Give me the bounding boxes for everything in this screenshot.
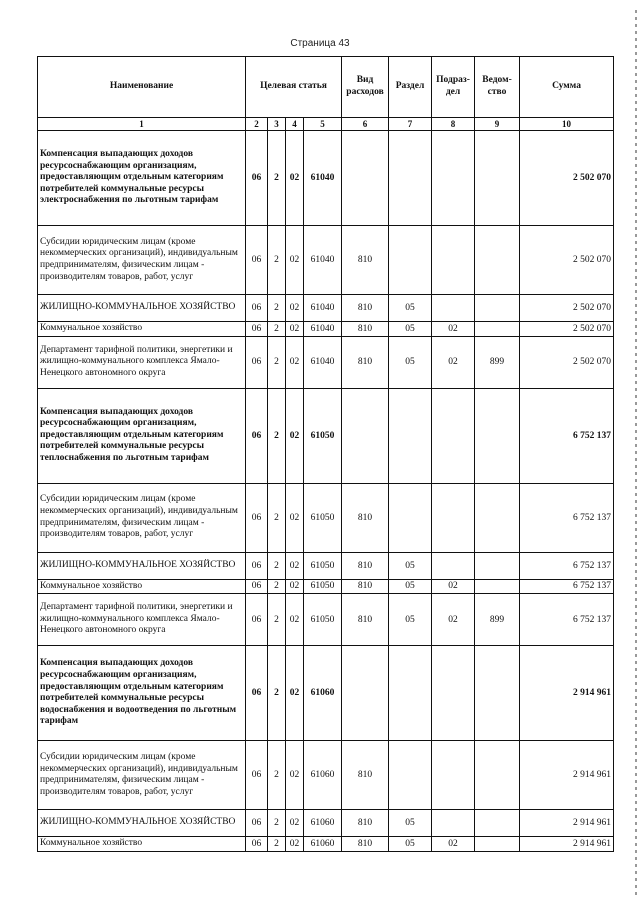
- header-name: Наименование: [38, 57, 246, 118]
- row-name: ЖИЛИЩНО-КОММУНАЛЬНОЕ ХОЗЯЙСТВО: [38, 810, 246, 837]
- target-code-2: 2: [268, 336, 286, 388]
- target-code-1: 06: [246, 322, 268, 337]
- expense-type-cell: 810: [342, 322, 389, 337]
- table-row: [38, 322, 614, 337]
- target-code-3: 02: [286, 483, 304, 552]
- table-row: [38, 388, 614, 483]
- department-cell: [475, 295, 520, 322]
- target-code-4: 61040: [304, 322, 342, 337]
- target-code-2: 2: [268, 131, 286, 226]
- header-expense-type: Вид расходов: [342, 57, 389, 118]
- sum-cell: 6 752 137: [520, 388, 614, 483]
- expense-type-cell: 810: [342, 483, 389, 552]
- header-section: Раздел: [389, 57, 432, 118]
- target-code-2: 2: [268, 322, 286, 337]
- target-code-4: 61040: [304, 131, 342, 226]
- department-cell: [475, 483, 520, 552]
- section-cell: [389, 646, 432, 741]
- target-code-1: 06: [246, 336, 268, 388]
- sum-cell: 6 752 137: [520, 594, 614, 646]
- table-row: [38, 226, 614, 295]
- department-cell: [475, 388, 520, 483]
- target-code-2: 2: [268, 810, 286, 837]
- target-code-1: 06: [246, 646, 268, 741]
- target-code-1: 06: [246, 131, 268, 226]
- target-code-1: 06: [246, 579, 268, 594]
- expense-type-cell: 810: [342, 336, 389, 388]
- budget-table: [37, 56, 614, 852]
- column-number: 1: [38, 118, 246, 131]
- table-row: [38, 131, 614, 226]
- section-cell: 05: [389, 322, 432, 337]
- target-code-3: 02: [286, 810, 304, 837]
- target-code-4: 61040: [304, 295, 342, 322]
- row-name: ЖИЛИЩНО-КОММУНАЛЬНОЕ ХОЗЯЙСТВО: [38, 552, 246, 579]
- target-code-1: 06: [246, 226, 268, 295]
- target-code-4: 61050: [304, 579, 342, 594]
- expense-type-cell: 810: [342, 741, 389, 810]
- target-code-1: 06: [246, 741, 268, 810]
- target-code-2: 2: [268, 837, 286, 852]
- table-row: [38, 579, 614, 594]
- expense-type-cell: 810: [342, 552, 389, 579]
- department-cell: [475, 226, 520, 295]
- table-body: [38, 131, 614, 852]
- row-name: Субсидии юридическим лицам (кроме некоммерческих организаций), индивидуальным предпринимателям, физическим лицам - производителям товаров, работ, услуг: [38, 226, 246, 295]
- expense-type-cell: 810: [342, 226, 389, 295]
- subsection-cell: 02: [432, 594, 475, 646]
- table-row: [38, 483, 614, 552]
- target-code-3: 02: [286, 594, 304, 646]
- sum-cell: 6 752 137: [520, 552, 614, 579]
- target-code-3: 02: [286, 322, 304, 337]
- target-code-3: 02: [286, 295, 304, 322]
- department-cell: 899: [475, 594, 520, 646]
- section-cell: [389, 388, 432, 483]
- row-name: Департамент тарифной политики, энергетики и жилищно-коммунального комплекса Ямало-Ненецкого автономного округа: [38, 336, 246, 388]
- target-code-2: 2: [268, 741, 286, 810]
- row-name: ЖИЛИЩНО-КОММУНАЛЬНОЕ ХОЗЯЙСТВО: [38, 295, 246, 322]
- expense-type-cell: 810: [342, 579, 389, 594]
- column-number: 3: [268, 118, 286, 131]
- department-cell: [475, 837, 520, 852]
- target-code-2: 2: [268, 388, 286, 483]
- column-number: 2: [246, 118, 268, 131]
- target-code-4: 61060: [304, 741, 342, 810]
- scan-edge: [635, 10, 637, 895]
- sum-cell: 2 502 070: [520, 131, 614, 226]
- row-name: Субсидии юридическим лицам (кроме некоммерческих организаций), индивидуальным предпринимателям, физическим лицам - производителям товаров, работ, услуг: [38, 483, 246, 552]
- subsection-cell: [432, 810, 475, 837]
- target-code-4: 61040: [304, 336, 342, 388]
- column-number: 4: [286, 118, 304, 131]
- target-code-4: 61060: [304, 810, 342, 837]
- target-code-4: 61050: [304, 483, 342, 552]
- table-row: [38, 837, 614, 852]
- target-code-2: 2: [268, 295, 286, 322]
- target-code-1: 06: [246, 594, 268, 646]
- target-code-3: 02: [286, 837, 304, 852]
- target-code-2: 2: [268, 483, 286, 552]
- row-name: Коммунальное хозяйство: [38, 579, 246, 594]
- expense-type-cell: [342, 388, 389, 483]
- target-code-2: 2: [268, 594, 286, 646]
- target-code-3: 02: [286, 552, 304, 579]
- row-name: Департамент тарифной политики, энергетики и жилищно-коммунального комплекса Ямало-Ненецкого автономного округа: [38, 594, 246, 646]
- target-code-3: 02: [286, 579, 304, 594]
- expense-type-cell: 810: [342, 295, 389, 322]
- column-number: 9: [475, 118, 520, 131]
- section-cell: 05: [389, 336, 432, 388]
- sum-cell: 6 752 137: [520, 483, 614, 552]
- table-row: [38, 646, 614, 741]
- expense-type-cell: 810: [342, 837, 389, 852]
- department-cell: [475, 579, 520, 594]
- column-number: 6: [342, 118, 389, 131]
- target-code-3: 02: [286, 646, 304, 741]
- section-cell: 05: [389, 594, 432, 646]
- column-number: 5: [304, 118, 342, 131]
- header-sum: Сумма: [520, 57, 614, 118]
- subsection-cell: 02: [432, 837, 475, 852]
- column-number-row: [38, 118, 614, 131]
- target-code-1: 06: [246, 810, 268, 837]
- section-cell: [389, 226, 432, 295]
- department-cell: [475, 131, 520, 226]
- subsection-cell: [432, 295, 475, 322]
- column-number: 7: [389, 118, 432, 131]
- section-cell: [389, 131, 432, 226]
- subsection-cell: [432, 131, 475, 226]
- subsection-cell: [432, 552, 475, 579]
- target-code-3: 02: [286, 388, 304, 483]
- subsection-cell: 02: [432, 322, 475, 337]
- target-code-4: 61060: [304, 837, 342, 852]
- department-cell: [475, 810, 520, 837]
- target-code-4: 61050: [304, 388, 342, 483]
- subsection-cell: 02: [432, 579, 475, 594]
- expense-type-cell: [342, 131, 389, 226]
- target-code-4: 61060: [304, 646, 342, 741]
- department-cell: [475, 646, 520, 741]
- table-row: [38, 810, 614, 837]
- subsection-cell: [432, 388, 475, 483]
- target-code-4: 61040: [304, 226, 342, 295]
- target-code-2: 2: [268, 552, 286, 579]
- column-number: 8: [432, 118, 475, 131]
- department-cell: [475, 741, 520, 810]
- target-code-1: 06: [246, 837, 268, 852]
- subsection-cell: [432, 483, 475, 552]
- table-row: [38, 741, 614, 810]
- header-target: Целевая статья: [246, 57, 342, 118]
- target-code-4: 61050: [304, 552, 342, 579]
- sum-cell: 2 914 961: [520, 810, 614, 837]
- target-code-1: 06: [246, 388, 268, 483]
- section-cell: [389, 483, 432, 552]
- section-cell: [389, 741, 432, 810]
- table-row: [38, 594, 614, 646]
- department-cell: [475, 552, 520, 579]
- section-cell: 05: [389, 837, 432, 852]
- sum-cell: 2 502 070: [520, 295, 614, 322]
- expense-type-cell: [342, 646, 389, 741]
- sum-cell: 2 502 070: [520, 336, 614, 388]
- table-row: [38, 336, 614, 388]
- header-row: [38, 57, 614, 118]
- table-row: [38, 552, 614, 579]
- row-name: Коммунальное хозяйство: [38, 322, 246, 337]
- sum-cell: 2 914 961: [520, 646, 614, 741]
- target-code-1: 06: [246, 483, 268, 552]
- header-department: Ведом-ство: [475, 57, 520, 118]
- sum-cell: 2 914 961: [520, 837, 614, 852]
- subsection-cell: [432, 226, 475, 295]
- target-code-2: 2: [268, 226, 286, 295]
- subsection-cell: 02: [432, 336, 475, 388]
- subsection-cell: [432, 646, 475, 741]
- subsection-cell: [432, 741, 475, 810]
- target-code-1: 06: [246, 295, 268, 322]
- header-subsection: Подраз-дел: [432, 57, 475, 118]
- department-cell: 899: [475, 336, 520, 388]
- column-number: 10: [520, 118, 614, 131]
- section-cell: 05: [389, 579, 432, 594]
- target-code-3: 02: [286, 336, 304, 388]
- expense-type-cell: 810: [342, 810, 389, 837]
- target-code-2: 2: [268, 646, 286, 741]
- sum-cell: 2 502 070: [520, 322, 614, 337]
- target-code-3: 02: [286, 131, 304, 226]
- section-cell: 05: [389, 810, 432, 837]
- target-code-4: 61050: [304, 594, 342, 646]
- row-name: Компенсация выпадающих доходов ресурсоснабжающим организациям, предоставляющим отдельным категориям потребителей коммунальные ресурсы электроснабжения по льготным тарифам: [38, 131, 246, 226]
- row-name: Субсидии юридическим лицам (кроме некоммерческих организаций), индивидуальным предпринимателям, физическим лицам - производителям товаров, работ, услуг: [38, 741, 246, 810]
- page-number-header: Страница 43: [290, 38, 350, 49]
- row-name: Компенсация выпадающих доходов ресурсоснабжающим организациям, предоставляющим отдельным категориям потребителей коммунальные ресурсы водоснабжения и водоотведения по льготным тарифам: [38, 646, 246, 741]
- sum-cell: 2 914 961: [520, 741, 614, 810]
- table-row: [38, 295, 614, 322]
- row-name: Коммунальное хозяйство: [38, 837, 246, 852]
- section-cell: 05: [389, 295, 432, 322]
- department-cell: [475, 322, 520, 337]
- target-code-2: 2: [268, 579, 286, 594]
- expense-type-cell: 810: [342, 594, 389, 646]
- sum-cell: 2 502 070: [520, 226, 614, 295]
- target-code-1: 06: [246, 552, 268, 579]
- row-name: Компенсация выпадающих доходов ресурсоснабжающим организациям, предоставляющим отдельным категориям потребителей коммунальные ресурсы теплоснабжения по льготным тарифам: [38, 388, 246, 483]
- sum-cell: 6 752 137: [520, 579, 614, 594]
- target-code-3: 02: [286, 741, 304, 810]
- target-code-3: 02: [286, 226, 304, 295]
- section-cell: 05: [389, 552, 432, 579]
